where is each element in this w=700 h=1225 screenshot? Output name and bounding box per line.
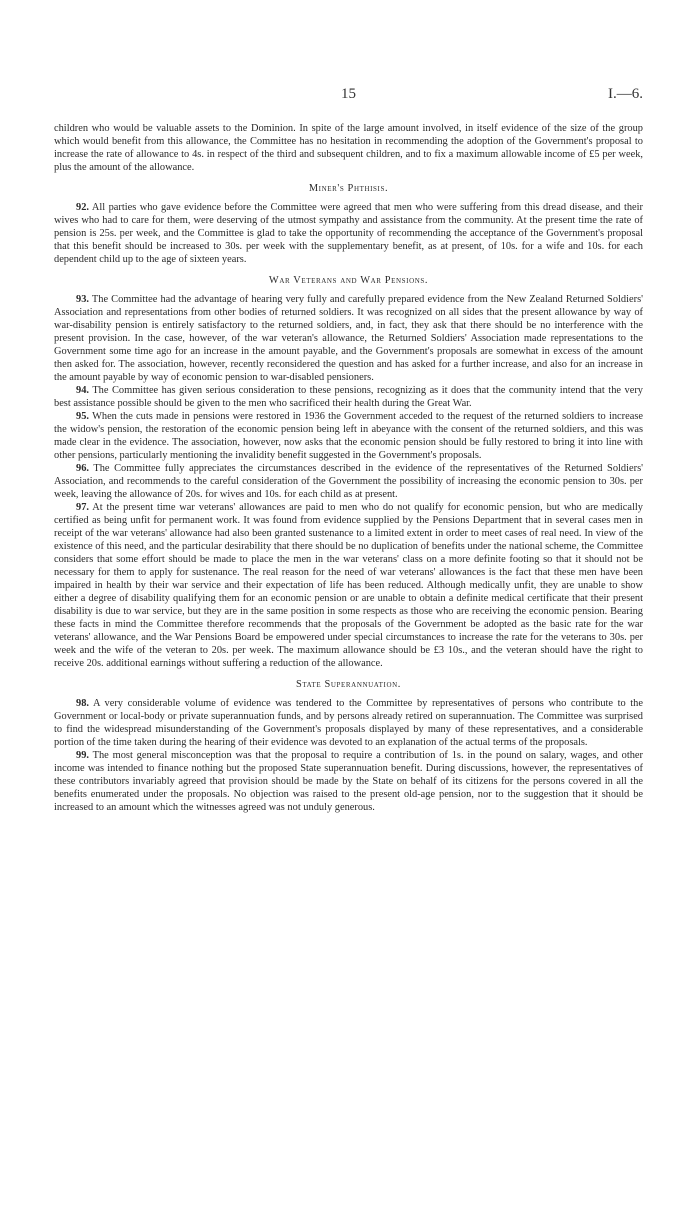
paragraph-text: When the cuts made in pensions were restored in 1936 the Government acceded to the request of the returned soldiers to increase the widow's pension, the restoration of the economic pension being left in abeyance with the consent of the returned soldiers, and this was made clear in the evidence. The association, however, now asks that the economic pension should be fully restored to bring it into line with other pensions, particularly mentioning the invalidity benefit suggested in the Government's proposals. <box>54 411 643 461</box>
page-header <box>54 86 643 106</box>
paragraph-93 <box>54 293 643 384</box>
paragraph-number: 96. <box>76 463 89 474</box>
paragraph-number: 98. <box>76 698 89 709</box>
paragraph-text: A very considerable volume of evidence was tendered to the Committee by representatives of persons who contribute to the Government or local-body or private superannuation funds, and by persons already retired on superannuation. The Committee was surprised to find the widespread misunderstanding of the Government's proposals displayed by many of these representatives, and a considerable portion of the time taken during the hearing of their evidence was devoted to an explanation of the actual terms of the proposals. <box>54 698 643 748</box>
paragraph-92 <box>54 201 643 266</box>
paragraph-text: At the present time war veterans' allowances are paid to men who do not qualify for economic pension, but who are medically certified as being unfit for permanent work. It was found from evidence supplied by the Pensions Department that in several cases men in receipt of the war veterans' allowance had also been granted sustenance to a limited extent in order to meet cases of real need. In view of the existence of this need, and the particular desirability that there should be no duplication of benefits under the national scheme, the Committee considers that some effort should be made to place the men in the war veterans' class on a more definite footing so that it should not be necessary for them to apply for sustenance. The real reason for the need of war veterans' allowances is the fact that these men have been impaired in health by their war service and their expectation of life has been reduced. Although medically unfit, they are unable to show either a degree of disability qualifying them for an economic pension or are unable to obtain a definite medical certificate that their present disability is due to war service, but they are in the same position in some respects as those who are receiving the economic pension. Bearing these facts in mind the Committee therefore recommends that the proposals of the Government be adopted as the basic rate for the war veterans' allowance, and the War Pensions Board be empowered under special circumstances to increase the rate for the veterans to 30s. per week and the wife of the veteran to 20s. per week. The maximum allowance should be £3 10s., and the veteran should have the right to receive 20s. additional earnings without suffering a reduction of the allowance. <box>54 502 643 669</box>
section-heading-state-superannuation: State Superannuation. <box>295 679 401 690</box>
paragraph-text: The most general misconception was that the proposal to require a contribution of 1s. in the pound on salary, wages, and other income was intended to finance nothing but the proposed State superannuation benefit. During discussions, however, the representatives of these contributors invariably agreed that provision should be made by the State on behalf of its citizens for the persons covered in all the benefits enumerated under the proposals. No objection was raised to the present old-age pension, nor to the suggestion that it should be increased to an amount which the witnesses agreed was not unduly generous. <box>54 750 643 813</box>
paragraph-number: 92. <box>76 202 89 213</box>
page-number: 15 <box>341 86 356 102</box>
paragraph-94 <box>54 384 643 410</box>
paragraph-number: 95. <box>76 411 89 422</box>
paragraph-text: The Committee had the advantage of hearing very fully and carefully prepared evidence from the New Zealand Returned Soldiers' Association and representations from other bodies of returned soldiers. It was recognized on all sides that the present allowance by way of war-disability pension is entirely satisfactory to the returned soldiers, and, in fact, they ask that there should be no interference with the present provision. In the case, however, of the war veteran's allowance, the Returned Soldiers' Association made representations to the Government some time ago for an increase in the amount payable, and the Government's proposals are somewhat in excess of the amount then asked for. The association, however, recently reconsidered the question and has asked for a further increase, and also for an increase in the amount payable by way of economic pension to war-disabled pensioners. <box>54 294 643 383</box>
paragraph-98 <box>54 697 643 749</box>
paragraph-text: The Committee has given serious consideration to these pensions, recognizing as it does that the community intend that the very best assistance possible should be given to the men who sacrificed their health during the Great War. <box>54 385 643 409</box>
paragraph-number: 99. <box>76 750 89 761</box>
paragraph-text: All parties who gave evidence before the Committee were agreed that men who were suffering from this dread disease, and their wives who had to care for them, were deserving of the utmost sympathy and assistance from the community. At the present time the rate of pension is 25s. per week, and the Committee is glad to take the opportunity of recommending the acceptance of the Government's proposal that this benefit should be increased to 30s. per week with the supplementary benefit, as at present, of 10s. for a wife and 10s. for each dependent child up to the age of sixteen years. <box>54 202 643 265</box>
page-body <box>54 122 643 814</box>
paragraph-95 <box>54 410 643 462</box>
section-heading-miners-phthisis: Miner's Phthisis. <box>308 183 389 194</box>
intro-paragraph: children who would be valuable assets to the Dominion. In spite of the large amount involved, in itself evidence of the size of the group which would benefit from this allowance, the Committee has no hesitation in recommending the adoption of the Government's proposal to increase the rate of allowance to 4s. in respect of the third and subsequent children, and to fix a maximum allowable income of £5 per week, plus the amount of the allowance. <box>54 123 643 173</box>
paragraph-99 <box>54 749 643 814</box>
paragraph-text: The Committee fully appreciates the circumstances described in the evidence of the representatives of the Returned Soldiers' Association, and recommends to the careful consideration of the Government the possibility of increasing the economic pension to 30s. per week, leaving the allowance of 20s. for wives and 10s. for each child as at present. <box>54 463 643 500</box>
section-heading-war-veterans: War Veterans and War Pensions. <box>268 275 429 286</box>
paragraph-96 <box>54 462 643 501</box>
paragraph-number: 97. <box>76 502 89 513</box>
paragraph-number: 93. <box>76 294 89 305</box>
document-reference: I.—6. <box>608 86 643 102</box>
paragraph-97 <box>54 501 643 670</box>
paragraph-number: 94. <box>76 385 89 396</box>
